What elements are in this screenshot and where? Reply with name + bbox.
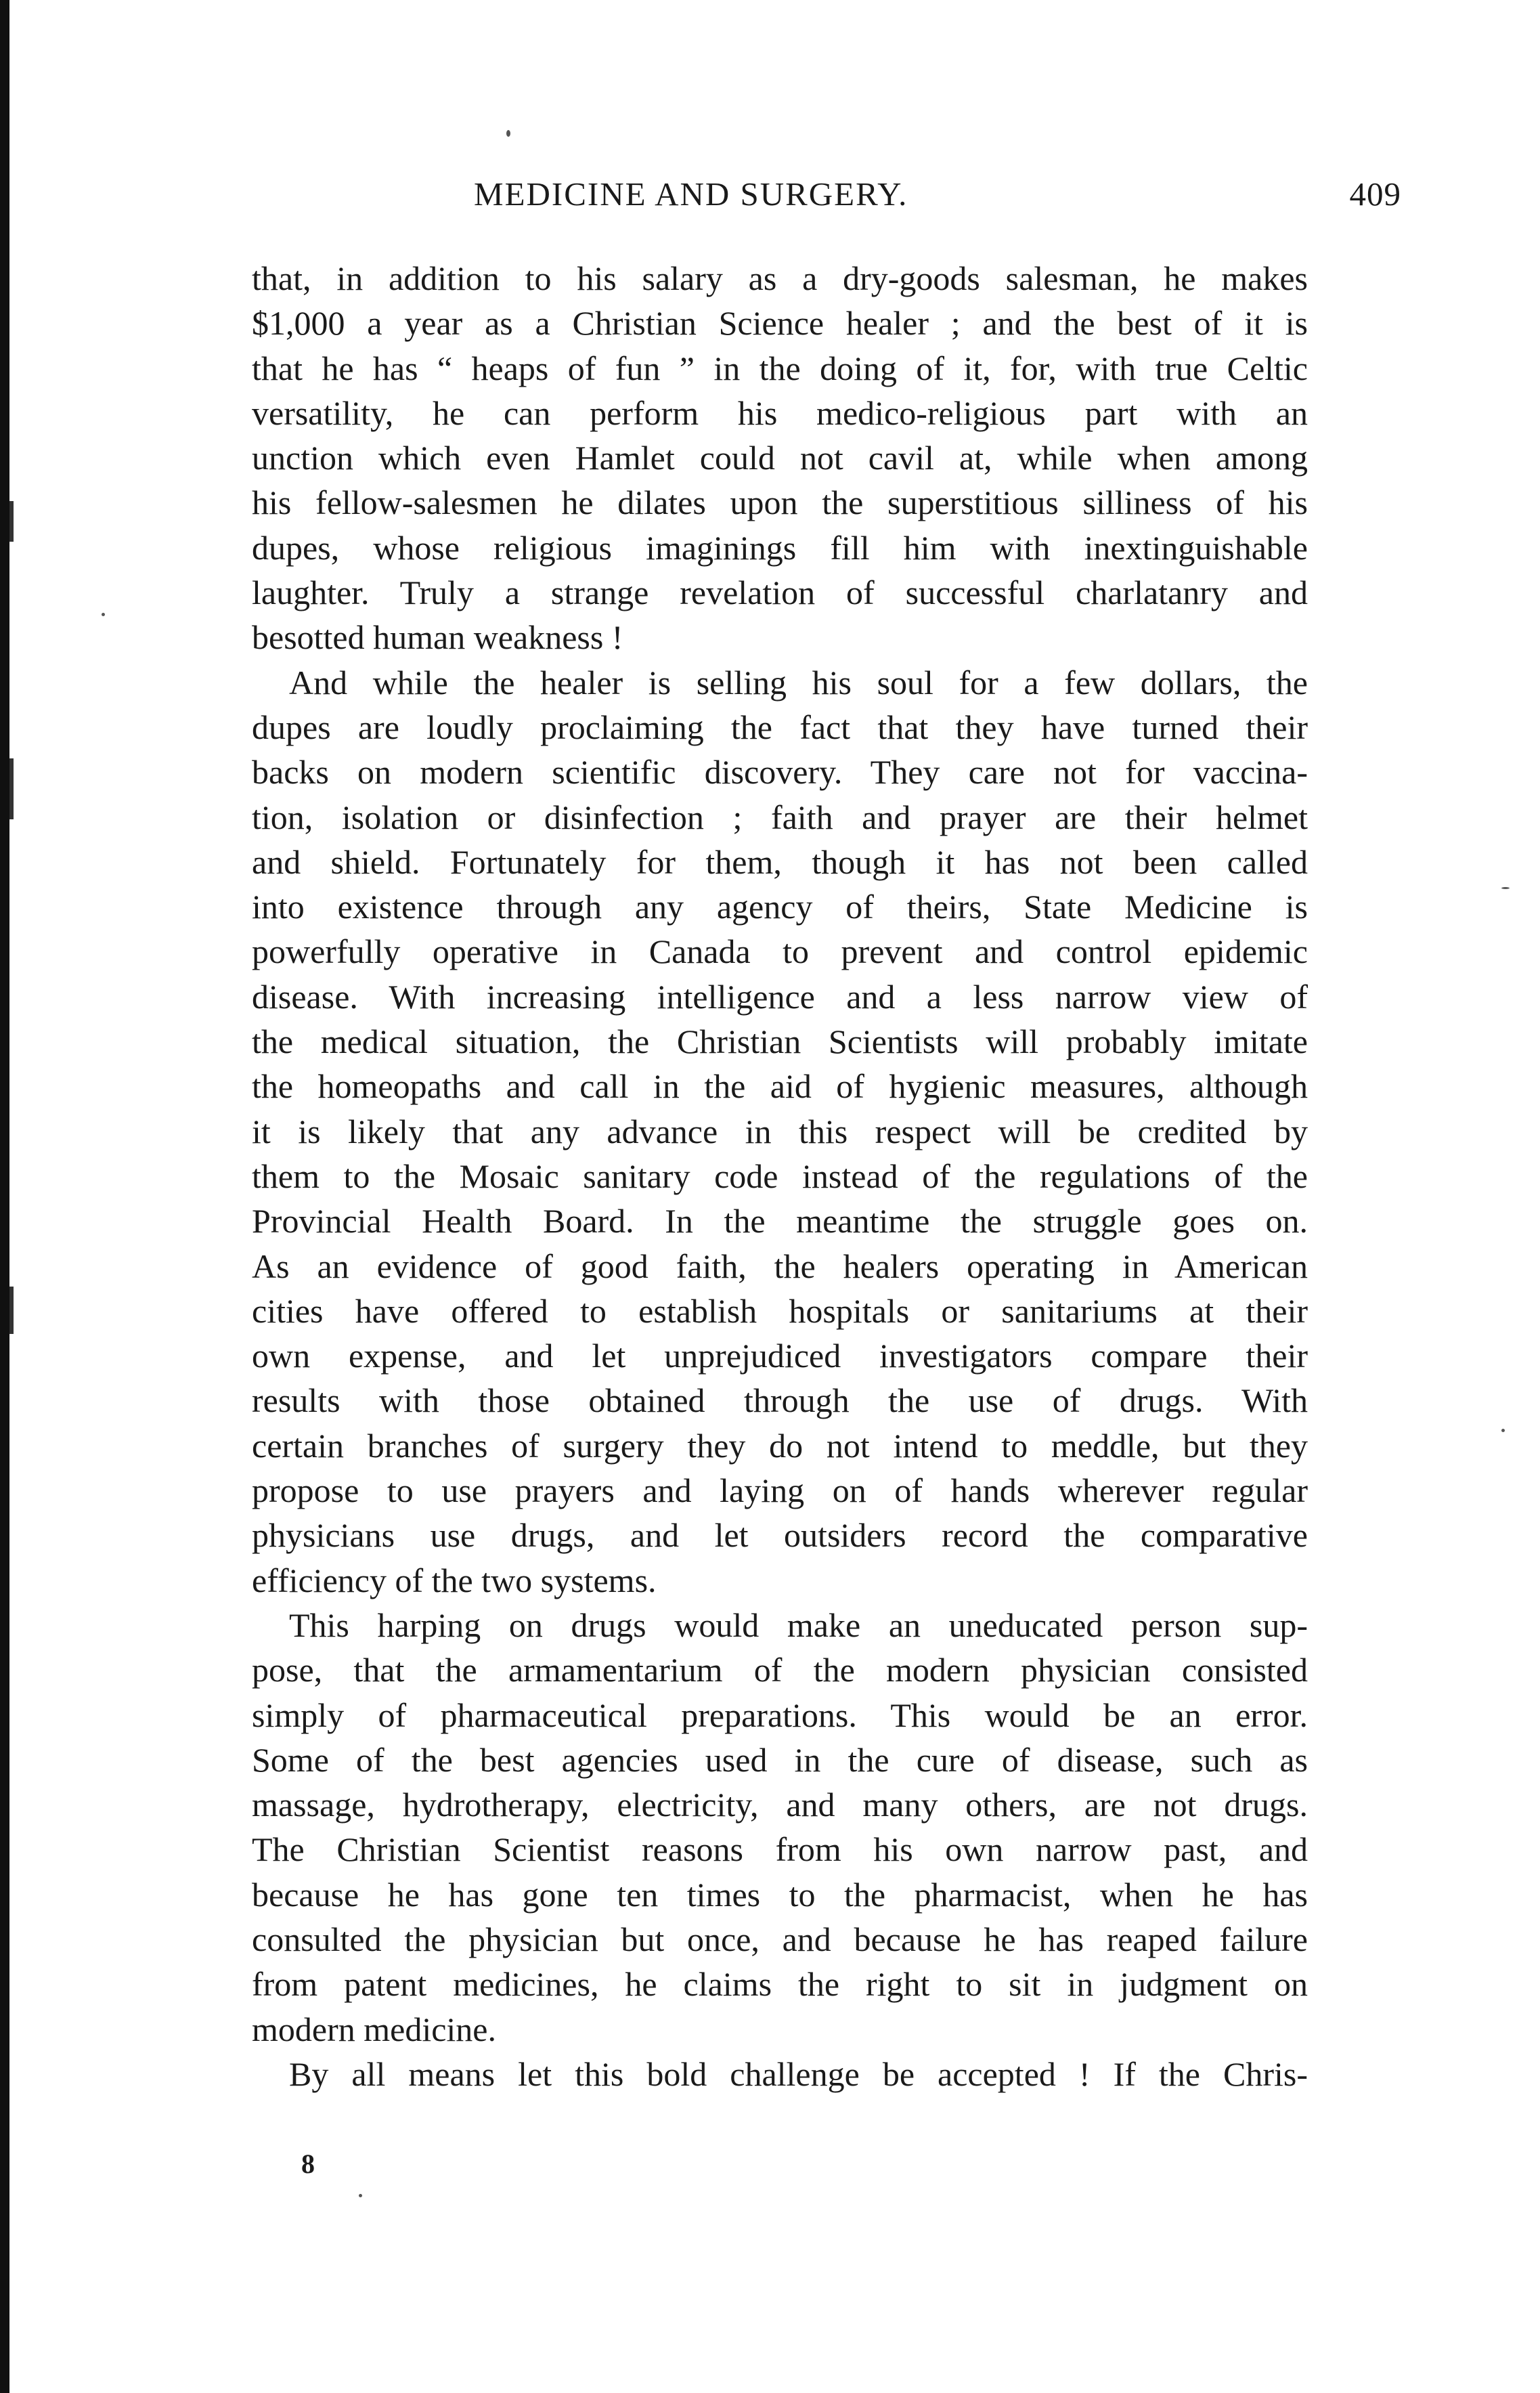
- text-line: modern medicine.: [252, 2010, 496, 2048]
- text-line: $1,000 a year as a Christian Science healer ; and the best of it is: [252, 304, 1308, 343]
- text-line: his fellow-salesmen he dilates upon the superstitious silliness of his: [252, 483, 1308, 522]
- binding-mark: [9, 1287, 14, 1334]
- text-line: results with those obtained through the use of drugs. With: [252, 1381, 1308, 1420]
- text-line: them to the Mosaic sanitary code instead of the regulations of the: [252, 1157, 1308, 1195]
- text-line: into existence through any agency of theirs, State Medicine is: [252, 888, 1308, 926]
- text-line: dupes, whose religious imaginings fill him with inextinguishable: [252, 528, 1308, 567]
- text-line: from patent medicines, he claims the right to sit in judgment on: [252, 1965, 1308, 2004]
- print-speck: [359, 2194, 362, 2197]
- text-line: massage, hydrotherapy, electricity, and many others, are not drugs.: [252, 1786, 1308, 1824]
- binding-mark: [9, 501, 14, 542]
- body-text: [252, 256, 1308, 2096]
- text-line: the medical situation, the Christian Scientists will probably imitate: [252, 1022, 1308, 1061]
- text-line: simply of pharmaceutical preparations. This would be an error.: [252, 1696, 1308, 1734]
- print-speck: [1501, 1429, 1505, 1432]
- text-line: and shield. Fortunately for them, though it has not been called: [252, 842, 1308, 881]
- text-line: The Christian Scientist reasons from his own narrow past, and: [252, 1830, 1308, 1869]
- print-speck: [102, 613, 105, 616]
- text-line: Provincial Health Board. In the meantime the struggle goes on.: [252, 1202, 1308, 1241]
- print-speck: [506, 130, 510, 137]
- binding-mark: [9, 758, 14, 819]
- text-line: it is likely that any advance in this respect will be credited by: [252, 1112, 1308, 1150]
- text-line: efficiency of the two systems.: [252, 1561, 657, 1599]
- print-speck: [1501, 887, 1510, 889]
- text-line: own expense, and let unprejudiced investigators compare their: [252, 1337, 1308, 1375]
- running-title: MEDICINE AND SURGERY.: [474, 175, 908, 213]
- text-line: pose, that the armamentarium of the modern physician consisted: [252, 1651, 1308, 1689]
- text-line: And while the healer is selling his soul for a few dollars, the: [289, 663, 1308, 702]
- text-line: physicians use drugs, and let outsiders record the comparative: [252, 1516, 1308, 1555]
- signature-mark: 8: [301, 2149, 315, 2179]
- text-line: versatility, he can perform his medico-religious part with an: [252, 393, 1308, 432]
- running-head: [399, 175, 1469, 222]
- text-line: besotted human weakness !: [252, 618, 623, 657]
- text-line: Some of the best agencies used in the cure of disease, such as: [252, 1740, 1308, 1779]
- text-line: that he has “ heaps of fun ” in the doing of it, for, with true Celtic: [252, 349, 1308, 387]
- text-line: cities have offered to establish hospitals or sanitariums at their: [252, 1291, 1308, 1330]
- text-line: This harping on drugs would make an uneducated person sup-: [289, 1605, 1308, 1644]
- text-line: powerfully operative in Canada to prevent and control epidemic: [252, 932, 1308, 971]
- text-line: disease. With increasing intelligence and a less narrow view of: [252, 977, 1308, 1016]
- text-line: certain branches of surgery they do not intend to meddle, but they: [252, 1426, 1308, 1465]
- text-line: By all means let this bold challenge be accepted ! If the Chris-: [289, 2054, 1308, 2093]
- text-line: As an evidence of good faith, the healers operating in American: [252, 1247, 1308, 1285]
- text-line: because he has gone ten times to the pharmacist, when he has: [252, 1875, 1308, 1914]
- text-line: unction which even Hamlet could not cavil at, while when among: [252, 439, 1308, 477]
- text-line: laughter. Truly a strange revelation of successful charlatanry and: [252, 574, 1308, 612]
- text-line: dupes are loudly proclaiming the fact that they have turned their: [252, 708, 1308, 746]
- text-line: backs on modern scientific discovery. They care not for vaccina-: [252, 753, 1308, 792]
- text-line: propose to use prayers and laying on of hands wherever regular: [252, 1471, 1308, 1510]
- page-binding-edge: [0, 0, 9, 2393]
- text-line: that, in addition to his salary as a dry-goods salesman, he makes: [252, 259, 1308, 297]
- text-line: consulted the physician but once, and because he has reaped failure: [252, 1920, 1308, 1958]
- text-line: tion, isolation or disinfection ; faith and prayer are their helmet: [252, 798, 1308, 836]
- text-line: the homeopaths and call in the aid of hygienic measures, although: [252, 1067, 1308, 1106]
- page-number: 409: [1349, 175, 1401, 213]
